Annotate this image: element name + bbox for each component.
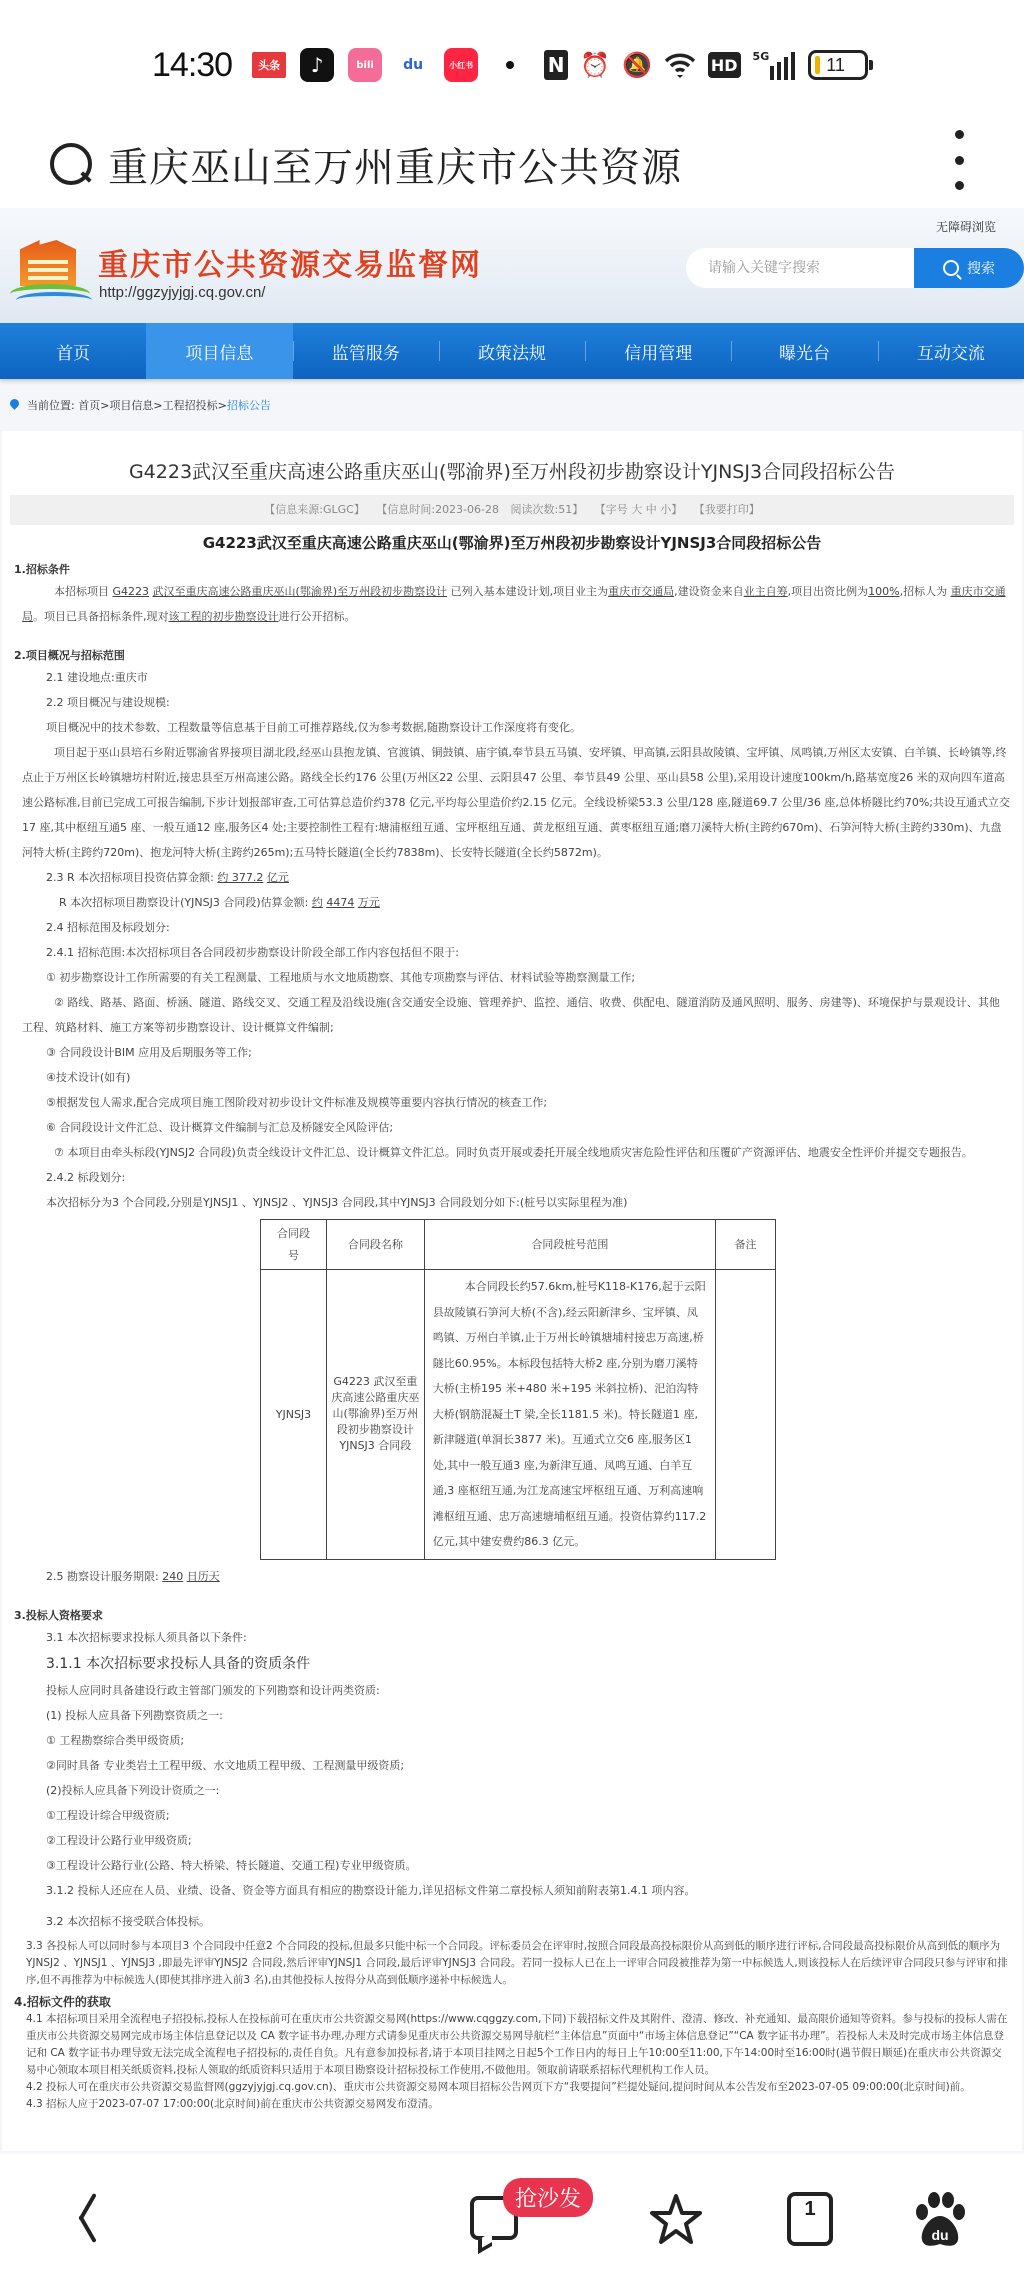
bilibili-app-icon: bili [348,48,382,82]
battery-icon [808,50,868,80]
back-icon[interactable] [66,2194,96,2244]
text-2-1: 2.1 建设地点:重庆市 [46,671,148,684]
site-title[interactable]: 重庆市公共资源交易监督网 [98,248,482,283]
meta-font-size[interactable]: 【字号 大 中 小】 [594,503,683,516]
breadcrumb-project-info[interactable]: 项目信息> [109,399,163,412]
text-4-2: 4.2 投标人可在重庆市公共资源交易监督网(ggzyjyjgj.cq.gov.cn)、重庆市公共资源交易网本项目招标公告网页下方“我要提问”栏提处疑问,提问时间从本公告发布至2023-07-05 09:00:00(北京时间)前。 [26,2080,971,2093]
main-nav [0,323,1024,379]
nfc-icon: N [544,50,568,80]
text-3-1-1-b: (1) 投标人应具备下列勘察资质之一: [46,1708,223,1722]
meta-time: 【信息时间:2023-06-28 [376,503,499,516]
text-2-4-2-a: 本次招标分为3 个合同段,分别是YJNSJ1 、YJNSJ2 、YJNSJ3 合同段,其中YJNSJ3 合同段划分如下:(桩号以实际里程为准) [46,1196,628,1209]
svg-text:du: du [931,2227,949,2243]
table-cell-range: 本合同段长约57.6km,桩号K118-K176,起于云阳县故陵镇石笋河大桥(不含),经云阳新津乡、宝坪镇、凤鸣镇、万州白羊镇,止于万州长岭镇塘埔村接忠万高速,桥隧比60.95%。本标段包括特大桥2 座,分别为磨刀溪特大桥(主桥195 米+480 米+195 米斜拉桥)、汜泊沟特大桥(钢筋混凝土T 梁,全长1181.5 米)。特长隧道1 座,新津隧道(单洞长3877 米)。互通式立交6 座,服务区1 处,其中一般互通3 座,为新津互通、凤鸣互通、白羊互通,3 座枢纽互通,为江龙高速宝坪枢纽互通、万利高速响滩枢纽互通、忠万高速塘埔枢纽互通。投资估算约117.2 亿元,其中建安费约86.3 亿元。 [424,1270,715,1560]
text-3-1-1-a: 投标人应同时具备建设行政主管部门颁发的下列勘察和设计两类资质: [46,1683,380,1697]
tabs-icon[interactable] [787,2192,833,2246]
browser-bottom-bar [0,2154,1024,2275]
segment-table [260,1219,776,1560]
scope-item-1: ① 初步勘察设计工作所需要的有关工程测量、工程地质与水文地质勘察、其他专项勘察与评估、材料试验等勘察测量工作; [46,971,636,984]
site-search-input[interactable] [686,248,914,288]
wifi-icon [664,50,696,80]
text-4-1: 4.1 本招标项目采用全流程电子招投标,投标人在投标前可在重庆市公共资源交易网(https://www.cqggzy.com,下同)下载招标文件及其附件、澄清、修改、补充通知、最高限价通知等资料。参与投标的投标人需在重庆市公共资源交易网完成市场主体信息登记以及 CA 数字证书办理,办理方式请参见重庆市公共资源交易网导航栏“主体信息”页面中“市场主体信息登记”“CA 数字证书办理”。若投标人未及时完成市场主体信息登记和 CA 数字证书办理导致无法完成全流程电子招投标的,责任自负。凡有意参加投标者,请于本项目挂网之日起5个工作日内的每日上午10:00至11:00,下午14:00时至16:00时(遇节假日顺延)在重庆市公共资源交易中心领取本项目相关纸质资料,投标人领取的纸质资料只适用于本项目勘察设计招标投标工作使用,不做他用。领取前请联系招标代理机构工作人员。 [26,2012,1008,2076]
text-3-1-1-d: ②同时具备 专业类岩土工程甲级、水文地质工程甲级、工程测量甲级资质; [46,1758,405,1772]
toutiao-app-icon: 头条 [252,52,286,78]
table-header-range: 合同段桩号范围 [424,1220,715,1270]
alarm-icon: ⏰ [580,51,610,79]
text-3-2: 3.2 本次招标不接受联合体投标。 [46,1914,210,1928]
site-header [0,208,1024,323]
section-3-heading: 3.投标人资格要求 [14,1608,103,1622]
text-3-1: 3.1 本次招标要求投标人须具备以下条件: [46,1630,247,1644]
tab-count: 1 [804,2198,816,2220]
baidu-app-icon: du [403,57,424,73]
search-query-text[interactable]: 重庆巫山至万州重庆市公共资源 [108,144,682,191]
section-1-paragraph: 本招标项目 G4223 武汉至重庆高速公路重庆巫山(鄂渝界)至万州段初步勘察设计 已列入基本建设计划,项目业主为重庆市交通局,建设资金来自业主自筹,项目出资比例为100%,招标人为 重庆市交通局。项目已具备招标条件,现对该工程的初步勘察设计进行公开招标。 [22,585,1006,623]
douyin-app-icon: ♪ [300,48,334,82]
breadcrumb-current[interactable]: 招标公告 [226,399,271,412]
article [2,431,1022,2151]
mute-bell-icon: 🔕 [621,51,652,79]
text-2-2-a: 项目概况中的技术参数、工程数量等信息基于目前工可推荐路线,仅为参考数据,随勘察设计工作深度将有变化。 [46,721,581,734]
xiaohongshu-app-icon: 小红书 [444,48,478,82]
text-2-4-2: 2.4.2 标段划分: [46,1171,126,1184]
text-3-1-1-f: ①工程设计综合甲级资质; [46,1808,170,1822]
nav-policy[interactable]: 政策法规 [439,323,585,379]
text-3-1-1: 3.1.1 本次招标要求投标人具备的资质条件 [46,1655,311,1672]
scope-item-6: ⑥ 合同段设计文件汇总、设计概算文件编制与汇总及桥隧安全风险评估; [46,1121,394,1134]
scope-item-5: ⑤根据发包人需求,配合完成项目施工图阶段对初步设计文件标准及规模等重要内容执行情况的核查工作; [46,1096,548,1109]
section-2-heading: 2.项目概况与招标范围 [14,649,125,662]
scope-item-7: ⑦ 本项目由牵头标段(YJNSJ2 合同段)负责全线设计文件汇总、设计概算文件汇总。同时负责开展或委托开展全线地质灾害危险性评估和压覆矿产资源评估、地震安全性评价并提交专题报告。 [54,1146,973,1159]
section-1-heading: 1.招标条件 [14,563,70,576]
status-time: 14:30 [152,45,233,84]
text-2-3: 2.3 R 本次招标项目投资估算金额: 约 377.2 亿元 [46,871,289,884]
search-icon [943,260,959,276]
text-2-4: 2.4 招标范围及标段划分: [46,921,170,934]
text-3-1-1-g: ②工程设计公路行业甲级资质; [46,1833,192,1847]
network-type: 5G [752,50,770,63]
text-3-1-2: 3.1.2 投标人还应在人员、业绩、设备、资金等方面具有相应的勘察设计能力,详见招标文件第二章投标人须知前附表第1.4.1 项内容。 [46,1883,696,1897]
nav-supervision[interactable]: 监管服务 [293,323,439,379]
scope-item-2: ② 路线、路基、路面、桥涵、隧道、路线交叉、交通工程及沿线设施(含交通安全设施、管理养护、监控、通信、收费、供配电、隧道消防及通风照明、服务、房建等)、环境保护与景观设计、其他工程、筑路材料、施工方案等初步勘察设计、设计概算文件编制; [22,996,1000,1034]
text-2-2: 2.2 项目概况与建设规模: [46,696,170,709]
text-2-3-b: R 本次招标项目勘察设计(YJNSJ3 合同段)估算金额: 约 4474 万元 [59,896,380,909]
baidu-paw-icon[interactable] [912,2190,968,2250]
table-header-row [261,1220,776,1270]
text-2-5: 2.5 勘察设计服务期限: 240 日历天 [46,1569,220,1583]
web-page [0,208,1024,2154]
meta-source: 【信息来源:GLGC】 [264,503,365,516]
nav-home[interactable]: 首页 [56,343,91,364]
table-row [261,1270,776,1560]
table-header-note: 备注 [716,1220,776,1270]
battery-level: 11 [826,54,845,75]
table-cell-name: G4223 武汉至重庆高速公路重庆巫山(鄂渝界)至万州段初步勘察设计YJNSJ3 合同段 [326,1270,424,1560]
table-cell-note [716,1270,776,1560]
browser-address-bar[interactable] [0,120,1024,208]
more-notifications-dot [506,61,514,69]
text-3-1-1-h: ③工程设计公路行业(公路、特大桥梁、特长隧道、交通工程)专业甲级资质。 [46,1858,417,1872]
scope-item-3: ③ 合同段设计BIM 应用及后期服务等工作; [46,1046,252,1059]
text-3-1-1-e: (2)投标人应具备下列设计资质之一: [46,1783,220,1797]
favorite-star-icon[interactable] [648,2192,704,2246]
table-header-code: 合同段号 [261,1220,327,1270]
table-cell-code: YJNSJ3 [261,1270,327,1560]
nav-exposure[interactable]: 曝光台 [731,323,877,379]
breadcrumb-prefix: 当前位置: [27,399,75,412]
article-meta [10,495,1014,525]
section-4-heading: 4.招标文件的获取 [14,1994,111,2009]
hd-icon: HD [708,52,741,78]
nav-credit[interactable]: 信用管理 [585,323,731,379]
scope-item-4: ④技术设计(如有) [46,1071,131,1084]
search-icon [48,141,94,187]
text-3-3: 3.3 各投标人可以同时参与本项目3 个合同段中任意2 个合同段的投标,但最多只能中标一个合同段。评标委员会在评审时,按照合同段最高投标限价从高到低的顺序进行评标,合同段最高投标限价从高到低的顺序为YJNSJ2 、YJNSJ1 、YJNSJ3 ,即最先评审YJNSJ2 合同段,然后评审YJNSJ1 合同段,最后评审YJNSJ3 合同段。若同一投标人已在上一评审合同段被推荐为第一中标候选人,则该投标人在后续评审合同段只参与评审和排序,但不再推荐为中标候选人(即使其排序进入前3 名),由其他投标人按得分从高到低顺序递补中标候选人。 [26,1939,1008,1986]
meta-reads: 阅读次数:51】 [510,503,584,516]
site-search-button[interactable] [914,248,1024,288]
text-2-4-1: 2.4.1 招标范围:本次招标项目各合同段初步勘察设计阶段全部工作内容包括但不限于: [46,946,459,959]
table-header-name: 合同段名称 [326,1220,424,1270]
site-search [686,248,1024,288]
nav-interaction[interactable]: 互动交流 [878,323,1024,379]
location-pin-icon [10,399,19,411]
breadcrumb-engineering[interactable]: 工程招投标> [162,399,227,412]
status-bar [0,0,1024,130]
breadcrumb [0,379,1024,431]
text-2-2-b: 项目起于巫山县培石乡附近鄂渝省界接项目湖北段,经巫山县抱龙镇、官渡镇、铜鼓镇、庙宇镇,奉节县五马镇、安坪镇、甲高镇,云阳县故陵镇、宝坪镇、凤鸣镇,万州区太安镇、白羊镇、长岭镇等,终点止于万州区长岭镇塘坊村附近,接忠县至万州高速公路。路线全长约176 公里(万州区22 公里、云阳县47 公里、奉节县49 公里、巫山县58 公里),采用设计速度100km/h,路基宽度26 米的双向四车道高速公路标准,目前已完成工可报告编制,下步计划报部审查,工可估算总造价约378 亿元,平均每公里造价约2.15 亿元。全线设桥梁53.3 公里/128 座,隧道69.7 公里/36 座,总体桥隧比约70%;共设互通式立交17 座,其中枢纽互通5 座、一般互通12 座,服务区4 处;主要控制性工程有:塘浦枢纽互通、宝坪枢纽互通、黄龙枢纽互通、黄枣枢纽互通;磨刀溪特大桥(主跨约670m)、石笋河特大桥(主跨约330m)、九盘河特大桥(主跨约720m)、抱龙河特大桥(主跨约265m);五马特长隧道(全长约7838m)、长安特长隧道(全长约5872m)。 [22,746,1010,859]
signal-icon [753,50,797,80]
text-4-3: 4.3 招标人应于2023-07-07 17:00:00(北京时间)前在重庆市公共资源交易网发布澄清。 [26,2097,439,2110]
site-url: http://ggzyjyjgj.cq.gov.cn/ [99,284,266,301]
sofa-badge[interactable]: 抢沙发 [503,2178,593,2217]
accessibility-link[interactable]: 无障碍浏览 [935,220,996,234]
nav-project-info[interactable]: 项目信息 [146,323,292,379]
text-3-1-1-c: ① 工程勘察综合类甲级资质; [46,1733,185,1747]
article-subtitle: G4223武汉至重庆高速公路重庆巫山(鄂渝界)至万州段初步勘察设计YJNSJ3合同段招标公告 [202,534,822,552]
more-menu-icon[interactable] [954,130,964,190]
meta-print[interactable]: 【我要打印】 [693,503,760,516]
site-search-button-label: 搜索 [967,261,995,277]
breadcrumb-home[interactable]: 首页> [78,399,110,412]
article-title: G4223武汉至重庆高速公路重庆巫山(鄂渝界)至万州段初步勘察设计YJNSJ3合同段招标公告 [128,461,896,483]
site-logo-icon[interactable] [8,236,88,306]
